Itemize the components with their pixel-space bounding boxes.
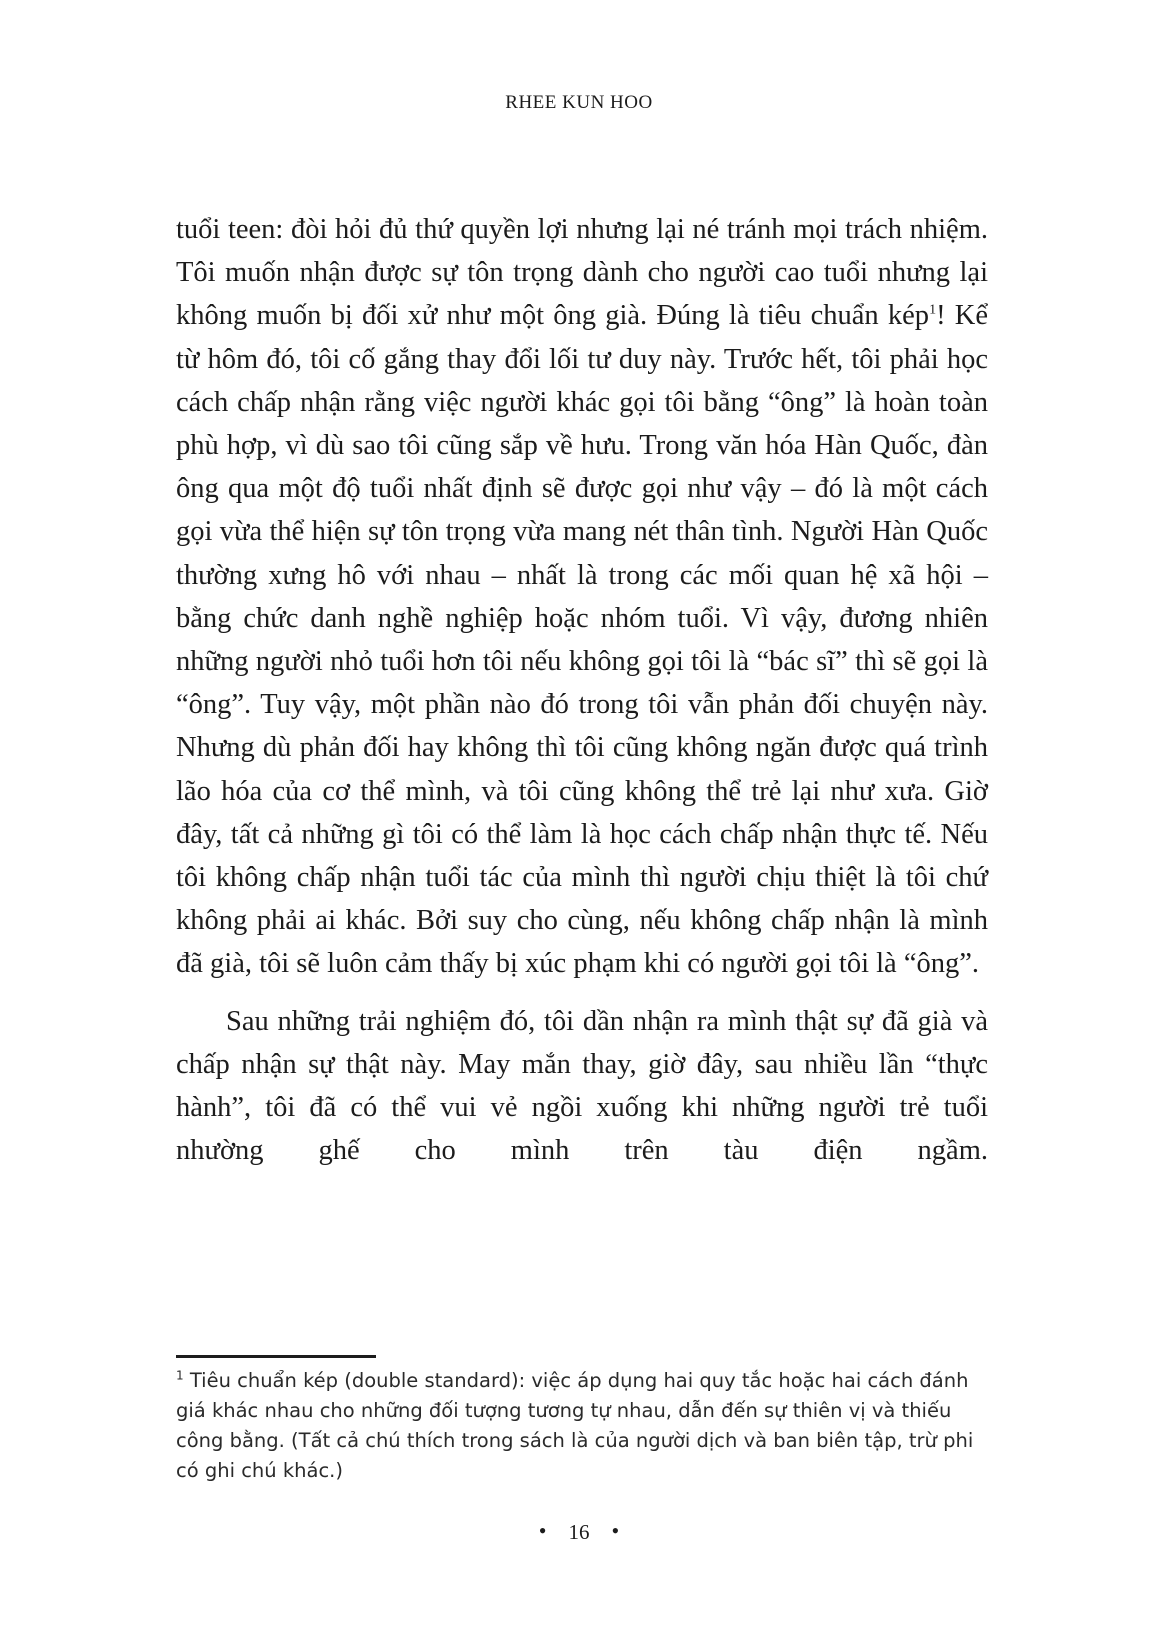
paragraph-text: tuổi teen: đòi hỏi đủ thứ quyền lợi nhưng lại né tránh mọi trách nhiệm. Tôi muốn nhận được sự tôn trọng dành cho người cao tuổi nhưng lại không muốn bị đối xử như một ông già. Đúng là tiêu chuẩn kép	[176, 214, 988, 332]
footnote-marker: 1	[176, 1368, 184, 1383]
footnote	[176, 1366, 988, 1486]
paragraph	[176, 208, 988, 986]
page-number: 16	[568, 1520, 590, 1544]
page-footer	[0, 1518, 1158, 1545]
paragraph-text: ! Kể từ hôm đó, tôi cố gắng thay đổi lối tư duy này. Trước hết, tôi phải học cách chấp nhận rằng việc người khác gọi tôi bằng “ông” là hoàn toàn phù hợp, vì dù sao tôi cũng sắp về hưu. Trong văn hóa Hàn Quốc, đàn ông qua một độ tuổi nhất định sẽ được gọi như vậy – đó là một cách gọi vừa thể hiện sự tôn trọng vừa mang nét thân tình. Người Hàn Quốc thường xưng hô với nhau – nhất là trong các mối quan hệ xã hội – bằng chức danh nghề nghiệp hoặc nhóm tuổi. Vì vậy, đương nhiên những người nhỏ tuổi hơn tôi nếu không gọi tôi là “bác sĩ” thì sẽ gọi là “ông”. Tuy vậy, một phần nào đó trong tôi vẫn phản đối chuyện này. Nhưng dù phản đối hay không thì tôi cũng không ngăn được quá trình lão hóa của cơ thể mình, và tôi cũng không thể trẻ lại như xưa. Giờ đây, tất cả những gì tôi có thể làm là học cách chấp nhận thực tế. Nếu tôi không chấp nhận tuổi tác của mình thì người chịu thiệt là tôi chứ không phải ai khác. Bởi suy cho cùng, nếu không chấp nhận là mình đã già, tôi sẽ luôn cảm thấy bị xúc phạm khi có người gọi tôi là “ông”.	[176, 300, 988, 980]
footnote-divider	[176, 1355, 376, 1358]
running-head: RHEE KUN HOO	[505, 92, 653, 113]
paragraph: Sau những trải nghiệm đó, tôi dần nhận ra mình thật sự đã già và chấp nhận sự thật này. May mắn thay, giờ đây, sau nhiều lần “thực hành”, tôi đã có thể vui vẻ ngồi xuống khi những người trẻ tuổi nhường ghế cho mình trên tàu điện ngầm.	[176, 1005, 988, 1167]
footnote-text: Tiêu chuẩn kép (double standard): việc áp dụng hai quy tắc hoặc hai cách đánh giá khác nhau cho những đối tượng tương tự nhau, dẫn đến sự thiên vị và thiếu công bằng. (Tất cả chú thích trong sách là của người dịch và ban biên tập, trừ phi có ghi chú khác.)	[176, 1369, 974, 1482]
footnote-reference: 1	[929, 302, 937, 318]
bullet-ornament: •	[611, 1518, 620, 1543]
body-text	[176, 208, 988, 1172]
bullet-ornament: •	[538, 1518, 547, 1543]
